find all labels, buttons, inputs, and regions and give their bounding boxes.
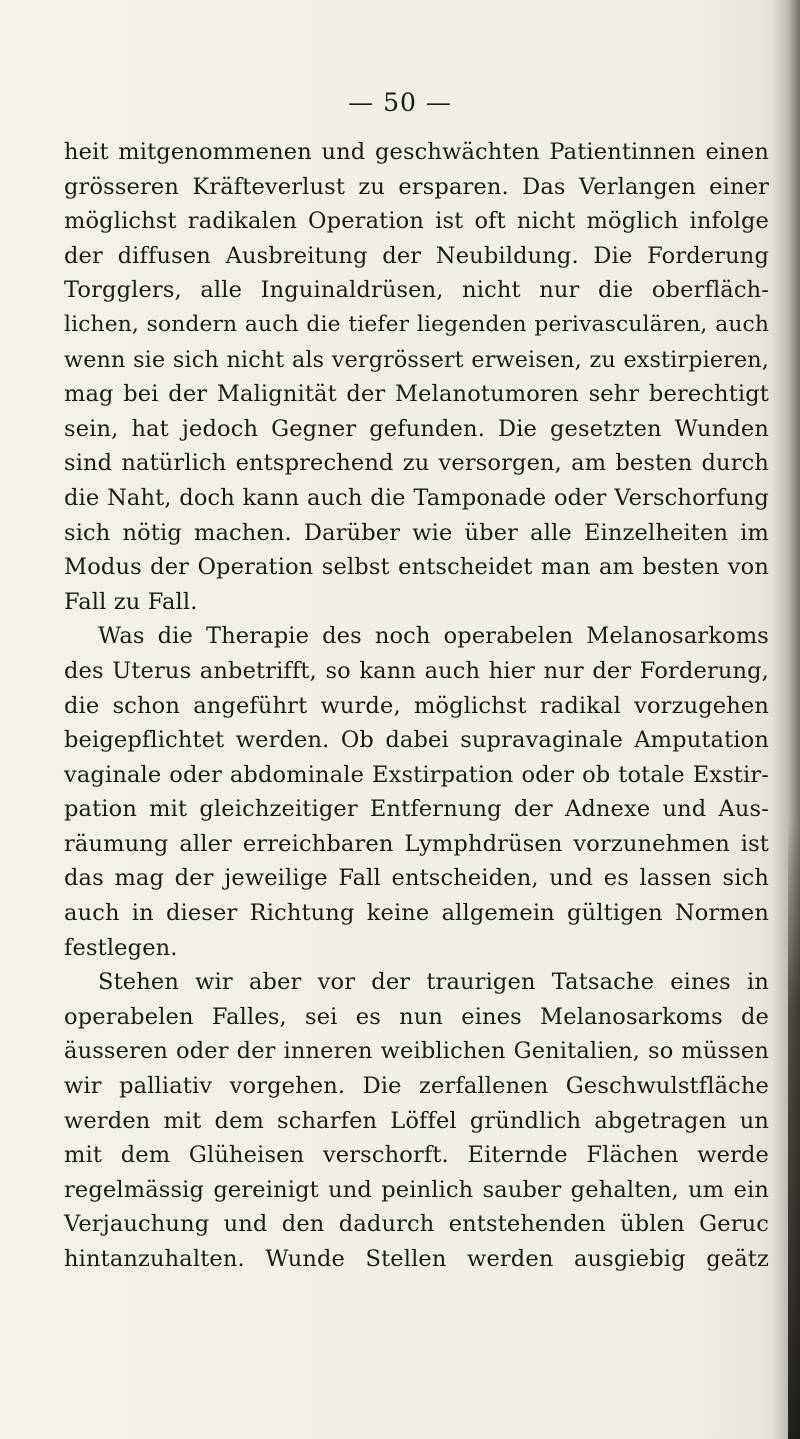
- text-line: Verjauchung und den dadurch entstehenden üblen Geruc: [64, 1211, 769, 1238]
- text-line: möglichst radikalen Operation ist oft nicht möglich infolge: [64, 208, 769, 235]
- text-line: heit mitgenommenen und geschwächten Patientinnen einen: [64, 139, 769, 165]
- text-line: der diffusen Ausbreitung der Neubildung. Die Forderung: [64, 242, 769, 269]
- text-line: regelmässig gereinigt und peinlich sauber gehalten, um ein: [64, 1176, 769, 1203]
- text-line: lichen, sondern auch die tiefer liegenden perivasculären, auch: [64, 311, 769, 337]
- text-line: Stehen wir aber vor der traurigen Tatsache eines in: [98, 969, 769, 996]
- text-line: wenn sie sich nicht als vergrössert erweisen, zu exstirpieren,: [64, 346, 769, 373]
- text-line: Fall zu Fall.: [64, 588, 198, 615]
- text-line: räumung aller erreichbaren Lymphdrüsen vorzunehmen ist: [64, 830, 769, 857]
- text-line: die Naht, doch kann auch die Tamponade oder Verschorfung: [64, 484, 769, 511]
- page-number: — 50 —: [348, 88, 452, 117]
- text-line: sich nötig machen. Darüber wie über alle Einzelheiten im: [64, 519, 769, 546]
- text-line: mag bei der Malignität der Melanotumoren sehr berechtigt: [64, 381, 769, 408]
- text-line: festlegen.: [64, 934, 178, 961]
- text-line: äusseren oder der inneren weiblichen Genitalien, so müssen: [64, 1038, 769, 1065]
- text-line: Torgglers, alle Inguinaldrüsen, nicht nur die oberfläch-: [64, 277, 769, 304]
- text-line: operabelen Falles, sei es nun eines Melanosarkoms de: [64, 1003, 769, 1030]
- text-line: mit dem Glüheisen verschorft. Eiternde Flächen werde: [64, 1142, 769, 1169]
- text-line: Modus der Operation selbst entscheidet man am besten von: [64, 554, 769, 581]
- text-line: die schon angeführt wurde, möglichst radikal vorzugehen: [64, 692, 769, 719]
- text-line: grösseren Kräfteverlust zu ersparen. Das Verlangen einer: [64, 173, 769, 200]
- text-line: pation mit gleichzeitiger Entfernung der Adnexe und Aus-: [64, 796, 769, 823]
- text-line: wir palliativ vorgehen. Die zerfallenen Geschwulstfläche: [64, 1073, 769, 1100]
- body-text: [64, 135, 769, 1277]
- text-line: auch in dieser Richtung keine allgemein gültigen Normen: [64, 900, 769, 927]
- text-line: Was die Therapie des noch operabelen Melanosarkoms: [98, 623, 769, 650]
- text-line: sein, hat jedoch Gegner gefunden. Die gesetzten Wunden: [64, 415, 769, 442]
- text-line: vaginale oder abdominale Exstirpation oder ob totale Exstir-: [64, 761, 769, 788]
- text-line: beigepflichtet werden. Ob dabei supravaginale Amputation: [64, 727, 769, 754]
- page-binding-edge: [788, 820, 800, 1439]
- text-line: hintanzuhalten. Wunde Stellen werden ausgiebig geätz: [64, 1246, 769, 1272]
- text-line: werden mit dem scharfen Löffel gründlich abgetragen un: [64, 1107, 769, 1134]
- text-line: das mag der jeweilige Fall entscheiden, und es lassen sich: [64, 865, 769, 892]
- text-line: des Uterus anbetrifft, so kann auch hier nur der Forderung,: [64, 657, 769, 684]
- text-line: sind natürlich entsprechend zu versorgen, am besten durch: [64, 450, 769, 477]
